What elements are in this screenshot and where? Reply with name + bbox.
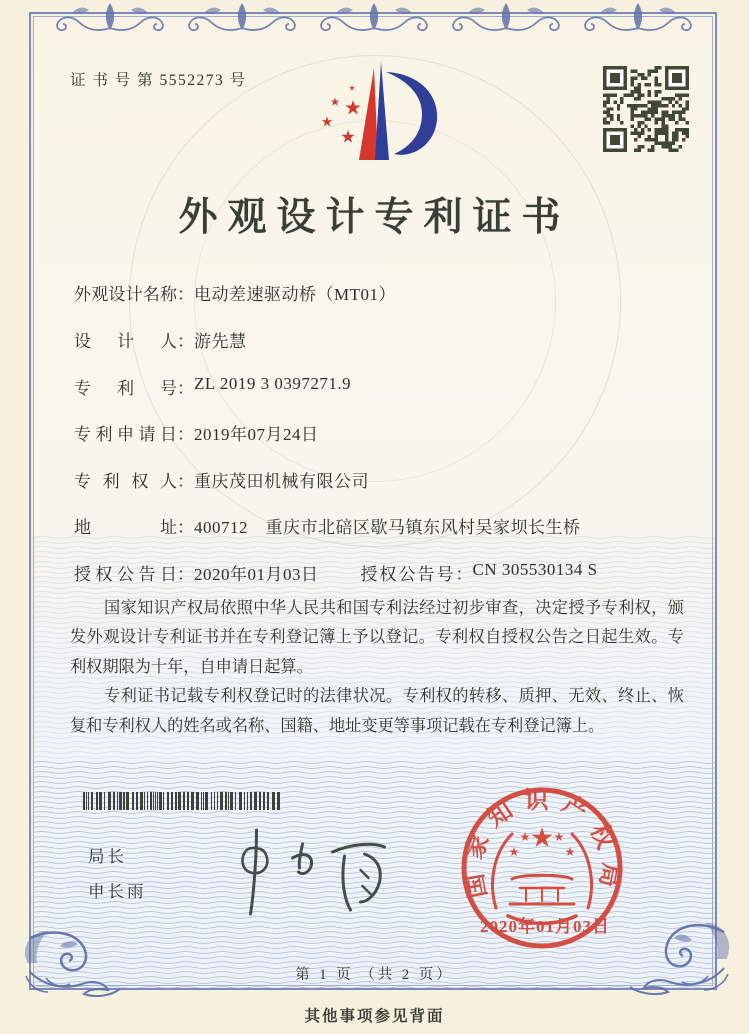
field-value: ZL 2019 3 0397271.9 bbox=[194, 374, 352, 393]
field-value: 重庆茂田机械有限公司 bbox=[194, 472, 369, 491]
national-emblem-icon bbox=[509, 827, 575, 856]
top-scrollwork-ornament bbox=[44, 0, 704, 38]
field-filing-date: 专利申请日：2019年07月24日 bbox=[74, 420, 319, 445]
field-value: 电动差速驱动桥（MT01） bbox=[194, 285, 396, 304]
page-number: 第 1 页 （共 2 页） bbox=[295, 967, 454, 983]
commissioner-block bbox=[88, 843, 147, 902]
field-value: 400712 重庆市北碚区歇马镇东风村吴家坝长生桥 bbox=[194, 518, 581, 537]
legal-paragraph: 国家知识产权局依照中华人民共和国专利法经过初步审查，决定授予专利权，颁发外观设计专利证书并在专利登记簿上予以登记。专利权自授权公告之日起生效。专利权期限为十年，自申请日起算。 bbox=[70, 599, 684, 676]
field-label: 授权公告号 bbox=[360, 565, 456, 584]
legal-paragraph: 专利证书记载专利权登记时的法律状况。专利权的转移、质押、无效、终止、恢复和专利权人的姓名或名称、国籍、地址变更等事项记载在专利登记簿上。 bbox=[70, 687, 684, 735]
qr-code-icon bbox=[603, 66, 689, 152]
field-designer: 设计人：游先慧 bbox=[74, 327, 247, 352]
field-label: 外观设计名称 bbox=[74, 285, 177, 304]
barcode-icon bbox=[83, 792, 280, 810]
field-value: 游先慧 bbox=[194, 332, 247, 351]
commissioner-name: 申长雨 bbox=[88, 882, 147, 901]
field-label: 专利权人 bbox=[74, 472, 177, 491]
official-seal bbox=[450, 780, 640, 965]
field-patent-number: 专利号：ZL 2019 3 0397271.9 bbox=[74, 374, 352, 398]
cnipa-logo-icon bbox=[310, 46, 460, 184]
commissioner-title: 局长 bbox=[88, 847, 127, 866]
field-label: 授权公告日 bbox=[74, 565, 177, 584]
field-value: 2019年07月24日 bbox=[194, 425, 319, 444]
field-label: 设计人 bbox=[74, 332, 177, 351]
handwritten-signature-icon bbox=[212, 822, 402, 922]
field-grant: 授权公告日：2020年01月03日 授权公告号：CN 305530134 S bbox=[74, 560, 598, 584]
field-label: 专利申请日 bbox=[74, 425, 177, 444]
field-address: 地址：400712 重庆市北碚区歇马镇东风村吴家坝长生桥 bbox=[74, 513, 581, 538]
certificate-number: 证 书 号 第 5552273 号 bbox=[70, 72, 247, 89]
field-patentee: 专利权人：重庆茂田机械有限公司 bbox=[74, 467, 369, 492]
seal-date: 2020年01月03日 bbox=[480, 917, 610, 936]
back-side-note: 其他事项参见背面 bbox=[304, 1008, 445, 1025]
field-label: 地址 bbox=[74, 518, 177, 537]
legal-text bbox=[70, 594, 684, 741]
seal-text: 国家知识产权局 bbox=[460, 788, 624, 900]
field-label: 专利号 bbox=[74, 379, 177, 398]
svg-text:国家知识产权局 bbox=[459, 787, 625, 900]
field-design-name: 外观设计名称：电动差速驱动桥（MT01） bbox=[74, 280, 396, 305]
field-value: 2020年01月03日 bbox=[194, 565, 319, 584]
page-title: 外观设计专利证书 bbox=[178, 196, 571, 239]
field-value: CN 305530134 S bbox=[472, 560, 598, 579]
